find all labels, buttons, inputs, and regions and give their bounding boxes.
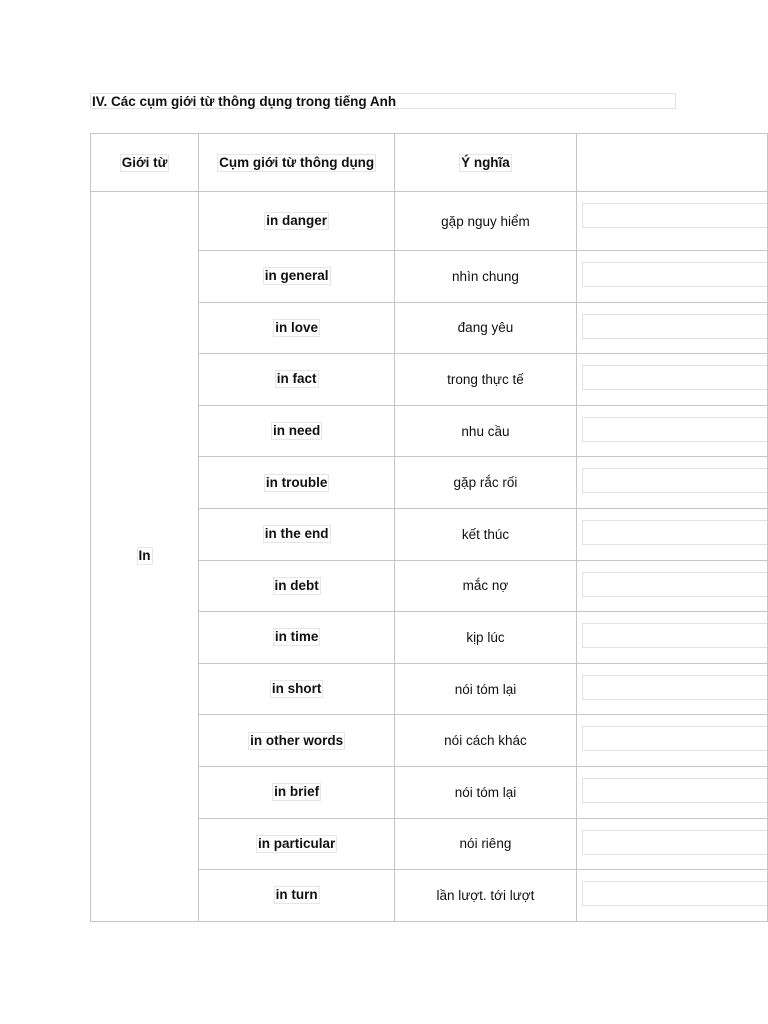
phrase-label: in debt [274, 577, 319, 593]
answer-box[interactable] [582, 881, 767, 906]
meaning-label: nhu cầu [461, 423, 510, 439]
meaning-label: trong thực tế [447, 371, 524, 387]
phrase-label: in danger [266, 213, 328, 228]
meaning-cell [395, 612, 576, 664]
answer-box[interactable] [582, 203, 767, 228]
phrase-label: in fact [276, 371, 317, 387]
blank-cell [576, 302, 767, 354]
phrase-label: in short [271, 681, 322, 697]
blank-cell [576, 457, 767, 509]
phrase-cell [199, 508, 395, 560]
phrase-cell [199, 560, 395, 612]
header-phrase [199, 134, 395, 192]
blank-cell [576, 766, 767, 818]
phrase-label: in turn [275, 887, 318, 903]
meaning-label: gặp rắc rối [453, 475, 518, 491]
meaning-label: kết thúc [461, 526, 510, 542]
prepositions-table [90, 133, 768, 922]
preposition-label: In [138, 548, 151, 564]
phrase-cell [199, 612, 395, 664]
phrase-cell [199, 251, 395, 303]
answer-box[interactable] [582, 520, 767, 545]
meaning-label: kịp lúc [466, 629, 505, 645]
blank-cell [576, 612, 767, 664]
meaning-cell [395, 302, 576, 354]
phrase-cell [199, 663, 395, 715]
phrase-cell [199, 715, 395, 767]
blank-cell [576, 251, 767, 303]
answer-box[interactable] [582, 262, 767, 287]
answer-box[interactable] [582, 675, 767, 700]
meaning-cell [395, 251, 576, 303]
phrase-label: in trouble [265, 474, 328, 490]
table-row [91, 192, 768, 251]
preposition-cell [91, 192, 199, 922]
meaning-cell [395, 870, 576, 922]
meaning-label: nói cách khác [444, 733, 527, 749]
blank-cell [576, 354, 767, 406]
phrase-cell [199, 870, 395, 922]
meaning-cell [395, 663, 576, 715]
blank-cell [576, 192, 767, 251]
phrase-label: in particular [258, 835, 336, 851]
blank-cell [576, 405, 767, 457]
answer-box[interactable] [582, 417, 767, 442]
answer-box[interactable] [582, 314, 767, 339]
answer-box[interactable] [582, 726, 767, 751]
phrase-cell [199, 302, 395, 354]
header-preposition-label: Giới từ [121, 154, 168, 170]
meaning-cell [395, 354, 576, 406]
answer-box[interactable] [582, 623, 767, 648]
header-row [91, 134, 768, 192]
meaning-label: đang yêu [457, 320, 514, 336]
phrase-label: in brief [274, 784, 320, 800]
meaning-cell [395, 508, 576, 560]
section-title: IV. Các cụm giới từ thông dụng trong tiếng Anh [90, 93, 676, 109]
meaning-cell [395, 457, 576, 509]
phrase-cell [199, 354, 395, 406]
meaning-label: gặp nguy hiểm [441, 213, 530, 229]
phrase-label: in other words [250, 732, 344, 748]
answer-box[interactable] [582, 468, 767, 493]
blank-cell [576, 560, 767, 612]
phrase-cell [199, 766, 395, 818]
meaning-cell [395, 818, 576, 870]
phrase-label: in the end [264, 526, 329, 542]
phrase-cell [199, 405, 395, 457]
header-phrase-label: Cụm giới từ thông dụng [219, 154, 375, 170]
meaning-label: mắc nợ [462, 578, 509, 594]
answer-box[interactable] [582, 830, 767, 855]
meaning-cell [395, 192, 576, 251]
header-meaning-label: Ý nghĩa [461, 154, 510, 170]
header-empty [576, 134, 767, 192]
meaning-cell [395, 715, 576, 767]
answer-box[interactable] [582, 572, 767, 597]
phrase-label: in need [273, 423, 321, 439]
answer-box[interactable] [582, 778, 767, 803]
meaning-cell [395, 405, 576, 457]
phrase-cell [199, 192, 395, 251]
blank-cell [576, 870, 767, 922]
meaning-cell [395, 560, 576, 612]
phrase-label: in love [275, 319, 319, 335]
header-preposition [91, 134, 199, 192]
answer-box[interactable] [582, 365, 767, 390]
meaning-label: nói tóm lại [454, 784, 517, 800]
phrase-cell [199, 457, 395, 509]
meaning-cell [395, 766, 576, 818]
blank-cell [576, 508, 767, 560]
meaning-label: nhìn chung [452, 268, 519, 284]
phrase-label: in general [264, 268, 329, 284]
blank-cell [576, 818, 767, 870]
blank-cell [576, 663, 767, 715]
meaning-label: lần lượt. tới lượt [436, 887, 535, 903]
table-body [91, 134, 768, 922]
header-meaning [395, 134, 576, 192]
meaning-label: nói tóm lại [454, 681, 517, 697]
meaning-label: nói riêng [459, 836, 512, 852]
phrase-cell [199, 818, 395, 870]
blank-cell [576, 715, 767, 767]
phrase-label: in time [274, 629, 319, 645]
